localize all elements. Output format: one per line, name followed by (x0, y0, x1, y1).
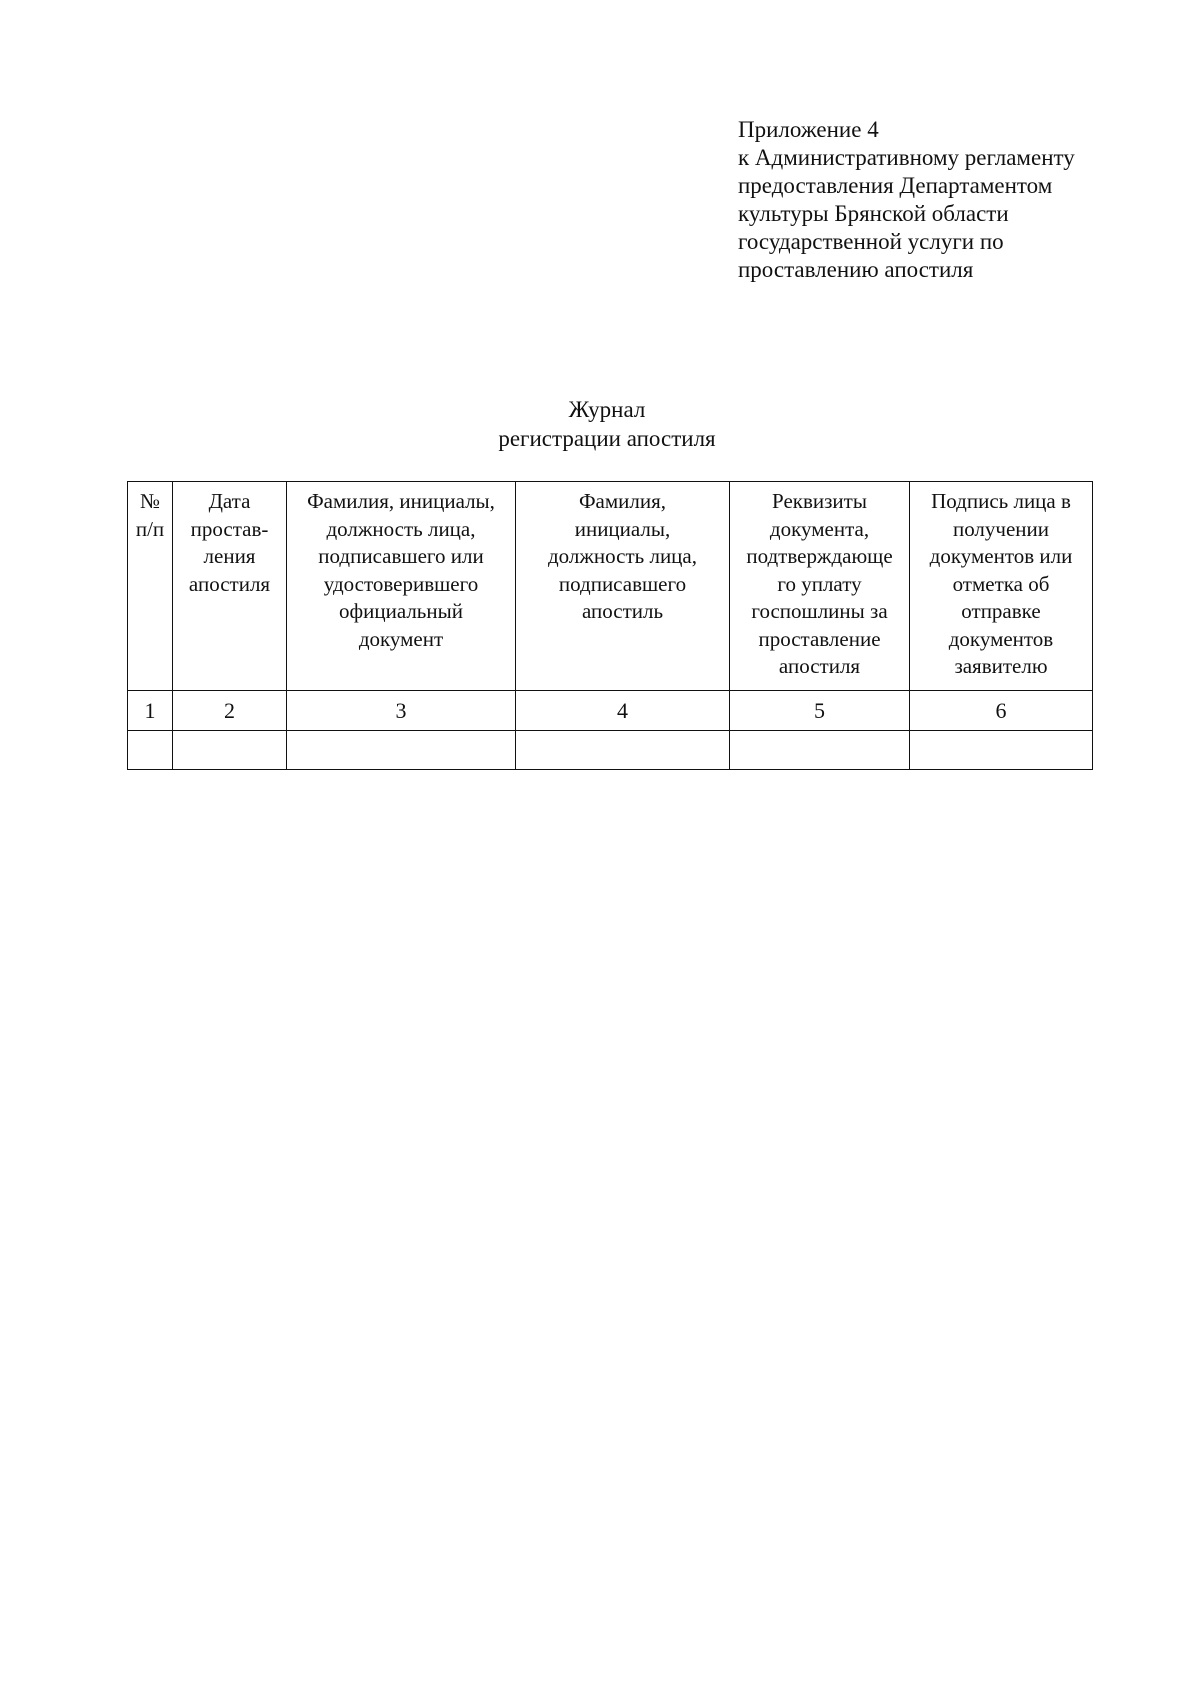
header-cell-number (128, 482, 173, 691)
header-cell-date (173, 482, 287, 691)
header-line: госпошлины за (751, 599, 888, 623)
annex-block (738, 116, 1138, 284)
header-line: отметка об (952, 571, 1050, 596)
column-number-cell: 2 (173, 691, 287, 731)
header-line: Реквизиты (772, 489, 867, 513)
journal-title-block (0, 395, 1200, 453)
header-line: ления (203, 544, 256, 568)
header-line: заявителю (954, 654, 1048, 678)
header-line: подтверждающе (746, 544, 893, 568)
annex-line: Приложение 4 (738, 117, 879, 142)
header-line: Фамилия, инициалы, (307, 489, 495, 513)
header-cell-receipt-signature (910, 482, 1093, 691)
column-number-cell: 1 (128, 691, 173, 731)
header-line: отправке (961, 599, 1041, 623)
empty-cell (730, 731, 910, 770)
header-line: апостиля (778, 654, 861, 678)
header-line: проставление (758, 626, 881, 651)
header-line: должность лица, (547, 544, 697, 568)
header-line: простав- (190, 516, 269, 541)
header-line: удостоверившего (323, 571, 479, 596)
empty-cell (516, 731, 730, 770)
empty-cell (128, 731, 173, 770)
header-line: Подпись лица в (931, 489, 1071, 513)
header-line: Дата (208, 489, 251, 513)
header-line: № (139, 489, 161, 513)
header-line: официальный (339, 599, 463, 623)
header-line: Фамилия, (578, 489, 667, 513)
annex-line: предоставления Департаментом (738, 173, 1053, 198)
annex-line: проставлению апостиля (738, 257, 974, 282)
header-cell-signer-apostille (516, 482, 730, 691)
header-line: го уплату (777, 571, 862, 596)
empty-cell (910, 731, 1093, 770)
column-number-cell: 5 (730, 691, 910, 731)
apostille-register-table (127, 481, 1093, 770)
header-cell-signer-official-document (287, 482, 516, 691)
header-line: апостиль (581, 599, 664, 623)
annex-line: к Административному регламенту (738, 145, 1075, 170)
header-line: подписавшего или (318, 544, 484, 568)
header-line: документа, (769, 516, 870, 541)
empty-entry-row (128, 731, 1093, 770)
header-row (128, 482, 1093, 691)
header-cell-payment-details (730, 482, 910, 691)
column-number-cell: 3 (287, 691, 516, 731)
header-line: апостиля (188, 571, 271, 596)
journal-title: Журнал (568, 397, 646, 422)
empty-cell (287, 731, 516, 770)
header-line: документов или (929, 544, 1073, 568)
annex-line: культуры Брянской области (738, 201, 1009, 226)
header-line: должность лица, (326, 516, 476, 541)
header-line: документ (358, 626, 444, 651)
column-number-cell: 4 (516, 691, 730, 731)
column-number-cell: 6 (910, 691, 1093, 731)
annex-line: государственной услуги по (738, 229, 1004, 254)
header-line: получении (952, 516, 1050, 541)
header-line: документов (948, 626, 1054, 651)
header-line: п/п (135, 516, 165, 541)
column-number-row (128, 691, 1093, 731)
empty-cell (173, 731, 287, 770)
journal-subtitle: регистрации апостиля (498, 426, 716, 451)
header-line: подписавшего (558, 571, 687, 596)
header-line: инициалы, (574, 516, 671, 541)
